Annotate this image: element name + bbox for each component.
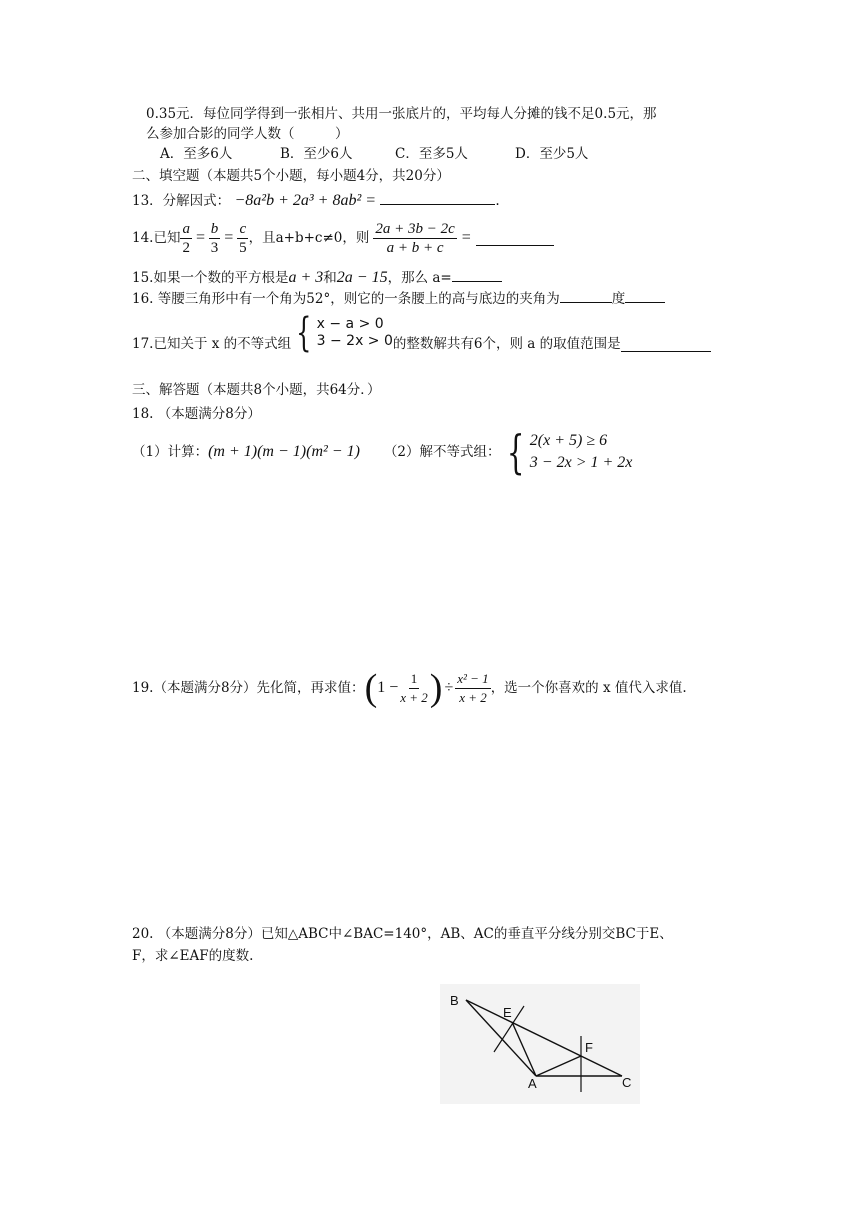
q19-div: ÷ (444, 679, 454, 696)
q19-rparen: ) (429, 667, 443, 709)
label-b: B (450, 993, 459, 1008)
q19-label: 19.（本题满分8分）先化简，再求值： (132, 680, 365, 696)
q13-end: . (495, 193, 500, 209)
q13-answer-blank[interactable] (380, 190, 495, 205)
q19-frac1: $\frac{1}{x + 2}$ (400, 670, 428, 705)
q14-frac-a: $\frac{a}{2}$ (182, 220, 190, 256)
q14-mid: ，且a+b+c≠0，则 (248, 230, 370, 246)
q18-p1-expr: (m + 1)(m − 1)(m² − 1) (208, 443, 360, 460)
q17-sys2: 3 − 2x > 0 (316, 333, 393, 349)
label-a: A (528, 1076, 537, 1091)
q14-frac-expr: $\frac{2a + 3b - 2c}{a + b + c}$ (375, 220, 455, 256)
q18-system (501, 425, 633, 479)
q18-sys1: 2(x + 5) ≥ 6 (529, 432, 608, 449)
q18-sys2: 3 − 2x > 1 + 2x (529, 454, 633, 471)
section2-title: 二、填空题（本题共5个小题，每小题4分，共20分） (132, 168, 450, 184)
q15-part3: ，那么 a= (387, 270, 452, 286)
q16-trailing-line (625, 288, 665, 303)
q14-eq3: = (460, 229, 472, 246)
q13 (132, 190, 500, 211)
q15-part1: 15.如果一个数的平方根是 (132, 270, 289, 286)
q20-line2: F，求∠EAF的度数. (132, 948, 254, 964)
q12-option-c: C．至多5人 (395, 146, 468, 162)
q12-option-a: A．至多6人 (160, 146, 233, 162)
q17-answer-blank[interactable] (621, 337, 711, 352)
q14-frac-b: $\frac{b}{3}$ (210, 220, 219, 256)
q18-p2-label: （2）解不等式组： (383, 444, 501, 460)
q19-frac2: $\frac{\text{x² − 1}}{x + 2}$ (457, 670, 489, 705)
q12-option-b: B．至少6人 (280, 146, 353, 162)
q13-label: 13．分解因式： (132, 193, 231, 209)
q16-unit: 度 (611, 291, 626, 307)
q17-system (291, 310, 393, 356)
q19-one: 1 − (377, 679, 399, 696)
q13-expr: −8a²b + 2a³ + 8ab² = (234, 192, 377, 209)
label-c: C (622, 1075, 632, 1090)
q15-expr1: a + 3 (288, 269, 324, 286)
q18-title: 18. （本题满分8分） (132, 406, 261, 422)
q14-answer-blank[interactable] (476, 231, 554, 246)
q19-lparen: ( (364, 667, 378, 709)
q16-answer-blank[interactable] (560, 288, 612, 303)
q16-text: 16. 等腰三角形中有一个角为52°，则它的一条腰上的高与底边的夹角为 (132, 291, 560, 307)
section3-title: 三、解答题（本题共8个小题，共64分．） (132, 382, 381, 398)
q15-answer-blank[interactable] (452, 267, 502, 282)
q20-line1: 20. （本题满分8分）已知△ABC中∠BAC=140°，AB、AC的垂直平分线分别交BC于E、 (132, 926, 673, 942)
q12-option-d: D．至少5人 (515, 146, 589, 162)
q15 (132, 267, 502, 288)
label-f: F (585, 1040, 593, 1055)
q14-eq2: = (223, 229, 235, 246)
q16 (132, 288, 665, 309)
q17-sys1: x − a > 0 (316, 316, 384, 332)
q19 (132, 668, 687, 708)
q14-frac-c: $\frac{c}{5}$ (239, 220, 247, 256)
q17-part1: 17.已知关于 x 的不等式组 (132, 336, 292, 352)
q17 (132, 312, 711, 354)
q17-part2: 的整数解共有6个，则 a 的取值范围是 (392, 336, 621, 352)
q15-part2: 和 (323, 270, 337, 286)
q18-brace: { (506, 425, 524, 479)
q18-body (132, 425, 633, 479)
label-e: E (503, 1005, 512, 1020)
q17-brace: { (296, 310, 312, 356)
q12-line1: 0.35元．每位同学得到一张相片、共用一张底片的，平均每人分摊的钱不足0.5元，那 (146, 106, 657, 122)
q12-line2: 么参加合影的同学人数（ ） (146, 126, 349, 142)
q15-expr2: 2a − 15 (336, 269, 388, 286)
triangle-figure (440, 984, 640, 1104)
q19-tail: ，选一个你喜欢的 x 值代入求值. (490, 680, 687, 696)
q18-p1-label: （1）计算： (132, 444, 209, 460)
q14 (132, 218, 554, 258)
q14-label: 14.已知 (132, 230, 181, 246)
q14-eq1: = (194, 229, 206, 246)
